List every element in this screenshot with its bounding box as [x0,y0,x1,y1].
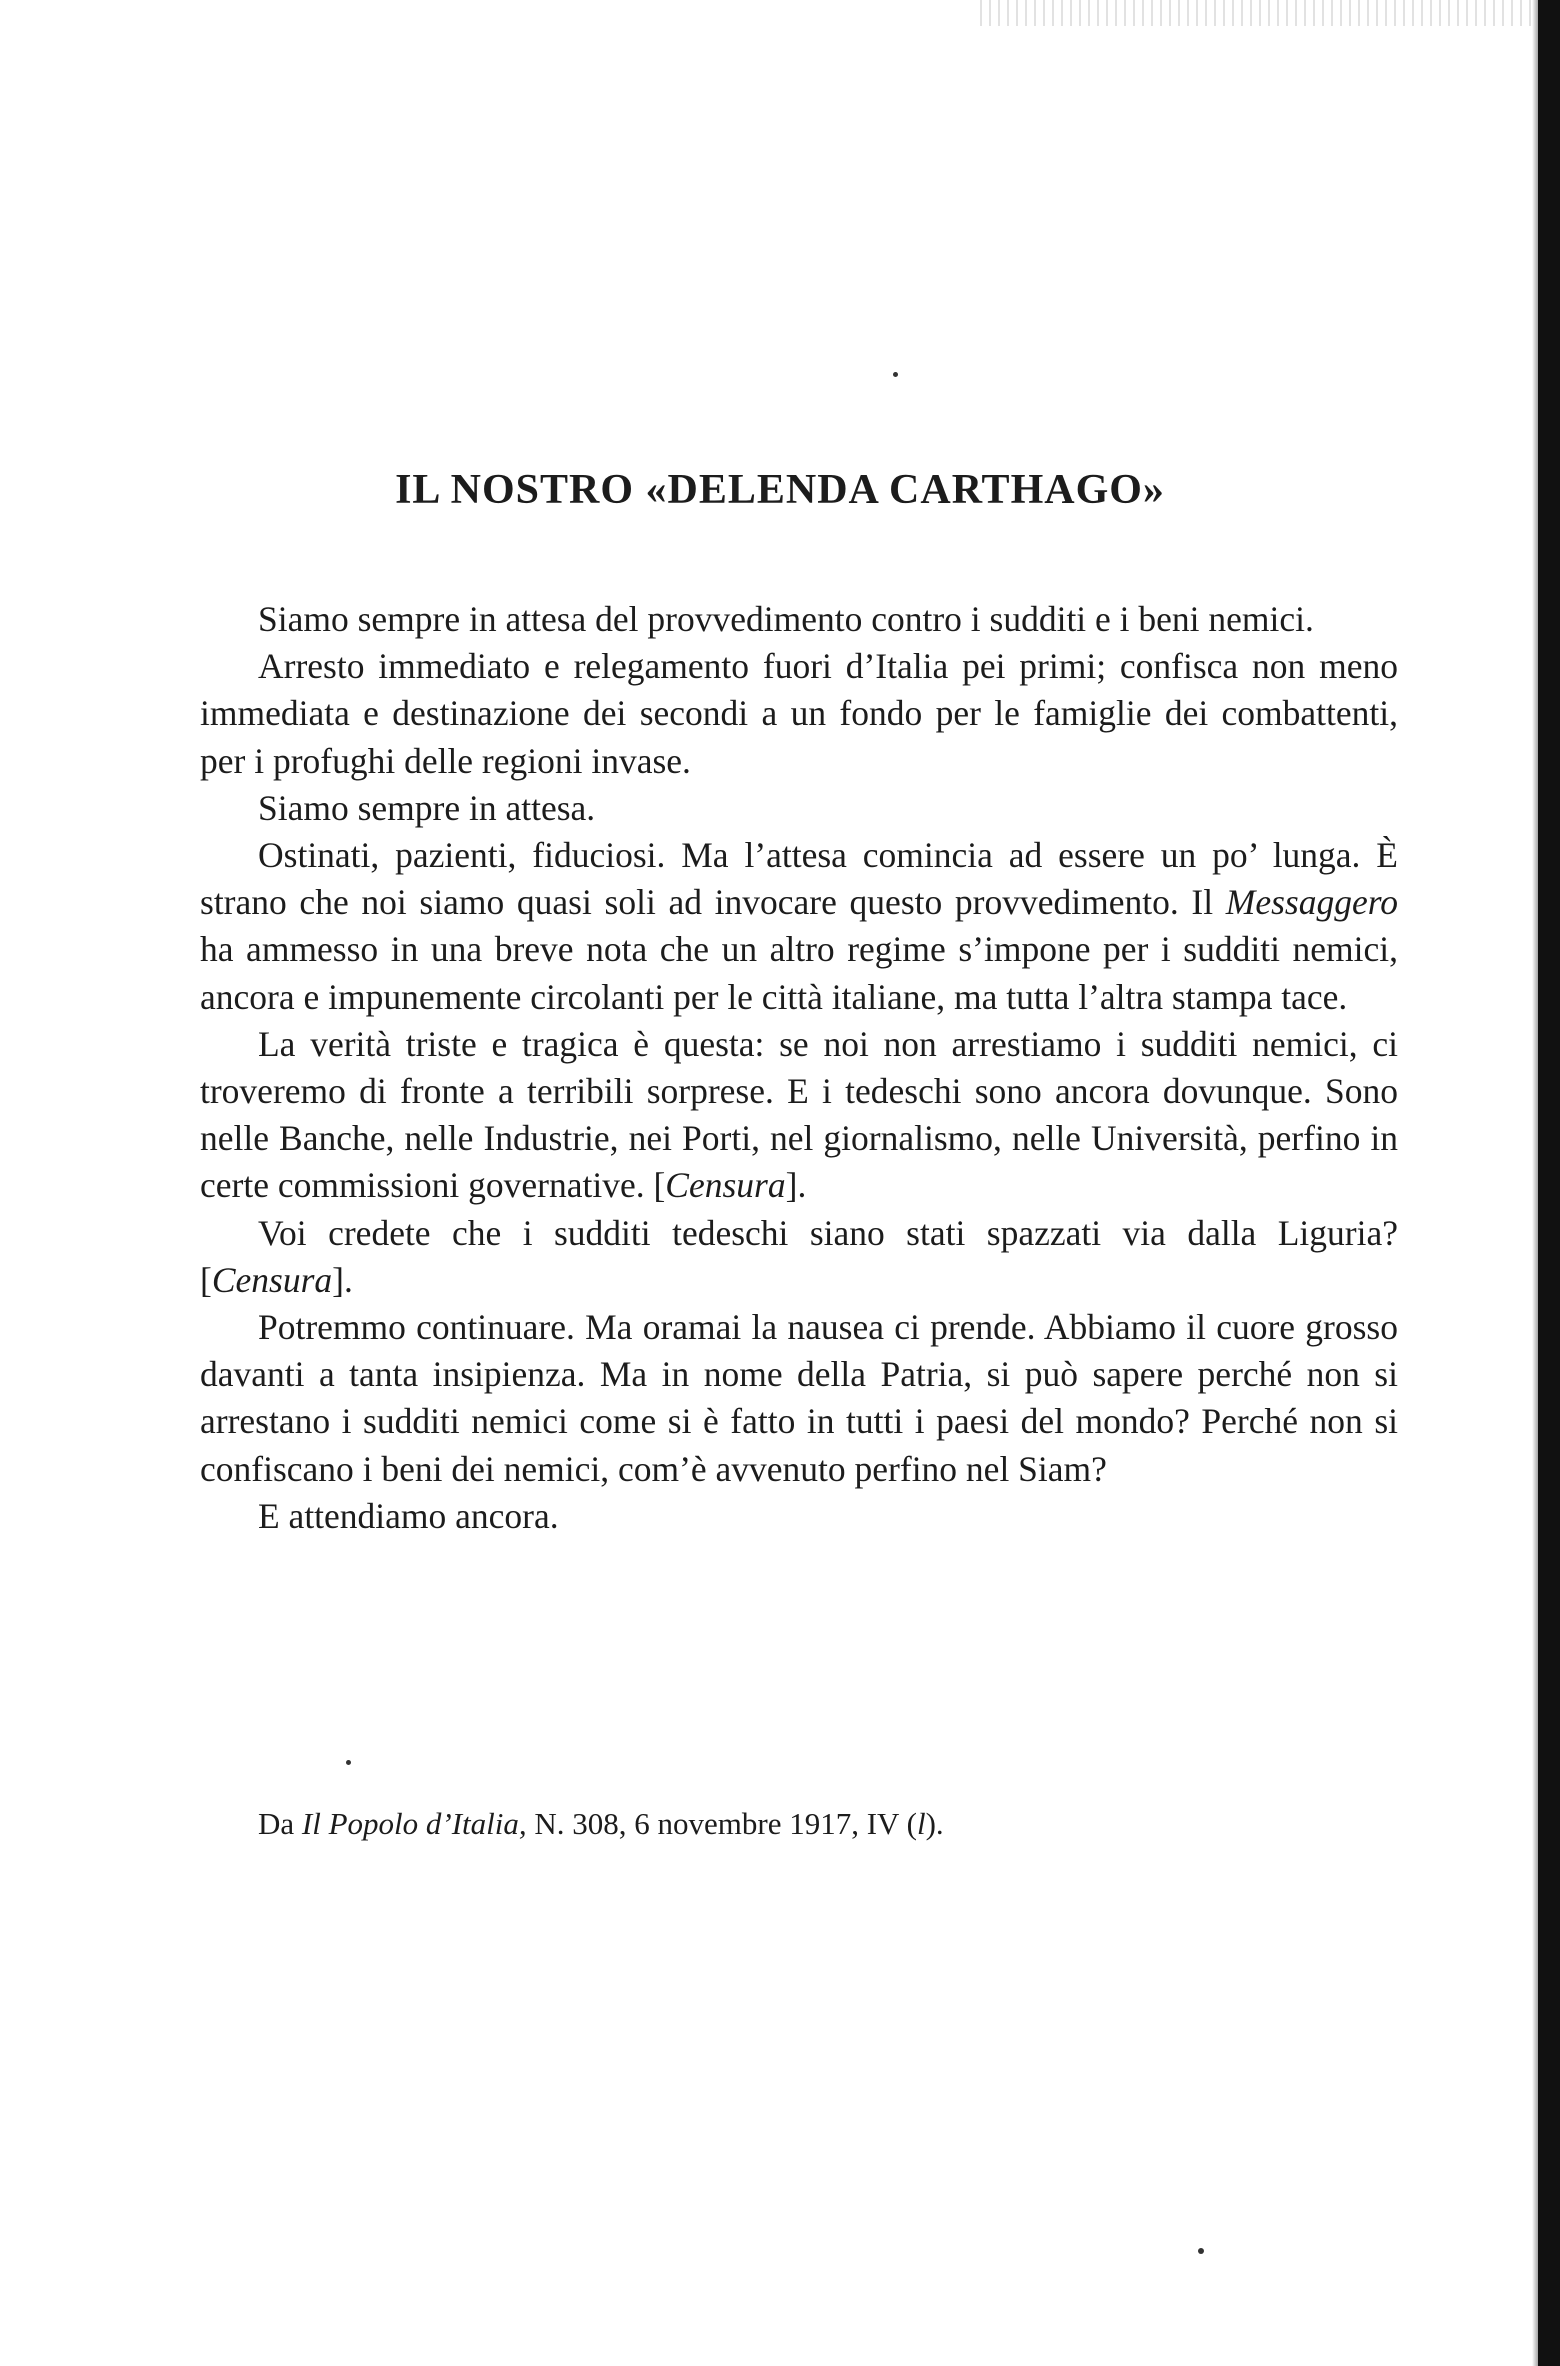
paragraph: Siamo sempre in attesa del provvedimento contro i sudditi e i beni nemici. [258,599,1314,639]
censorship-mark: Censura [665,1165,786,1206]
scan-speck [893,372,898,377]
paragraph: Siamo sempre in attesa. [258,787,596,828]
censorship-mark: Censura [211,1259,333,1300]
paragraph: E attendiamo ancora. [258,1495,559,1536]
scan-speck [1198,2248,1204,2254]
page-edge [1538,0,1560,2366]
paragraph: Voi credete che i sudditi tedeschi siano stati spazzati via dalla Liguria? [Censura]. [200,1212,1398,1300]
newspaper-name: Messaggero [1225,882,1398,923]
source-newspaper: Il Popolo d’Italia, [301,1806,527,1841]
article-body [200,596,1398,1540]
paragraph: Ostinati, pazienti, fiduciosi. Ma l’attesa comincia ad essere un po’ lunga. È strano che noi siamo quasi soli ad invocare questo provvedimento. Il Messaggero ha ammesso in una breve nota che un altro regime s’impone per i sudditi nemici, ancora e impunemente circolanti per le città italiane, ma tutta l’altra stampa tace. [200,835,1398,1017]
source-citation: Da Il Popolo d’Italia, N. 308, 6 novembre 1917, IV (l). [258,1806,944,1841]
paragraph: Arresto immediato e relegamento fuori d’Italia pei primi; confisca non meno immediata e destinazione dei secondi a un fondo per le famiglie dei combattenti, per i profughi delle regioni invase. [200,646,1398,781]
page-title: IL NOSTRO «DELENDA CARTHAGO» [395,467,1165,514]
note-mark: l [916,1806,926,1841]
paragraph: Potremmo continuare. Ma oramai la nausea ci prende. Abbiamo il cuore grosso davanti a tanta insipienza. Ma in nome della Patria, si può sapere perché non si arrestano i sudditi nemici come si è fatto in tutti i paesi del mondo? Perché non si confiscano i beni dei nemici, com’è avvenuto perfino nel Siam? [200,1307,1398,1489]
scan-speck [346,1760,351,1765]
scan-noise [980,0,1540,26]
paragraph: La verità triste e tragica è questa: se noi non arrestiamo i sudditi nemici, ci troveremo di fronte a terribili sorprese. E i tedeschi sono ancora dovunque. Sono nelle Banche, nelle Industrie, nei Porti, nel giornalismo, nelle Università, perfino in certe commissioni governative. [Censura]. [200,1023,1398,1206]
